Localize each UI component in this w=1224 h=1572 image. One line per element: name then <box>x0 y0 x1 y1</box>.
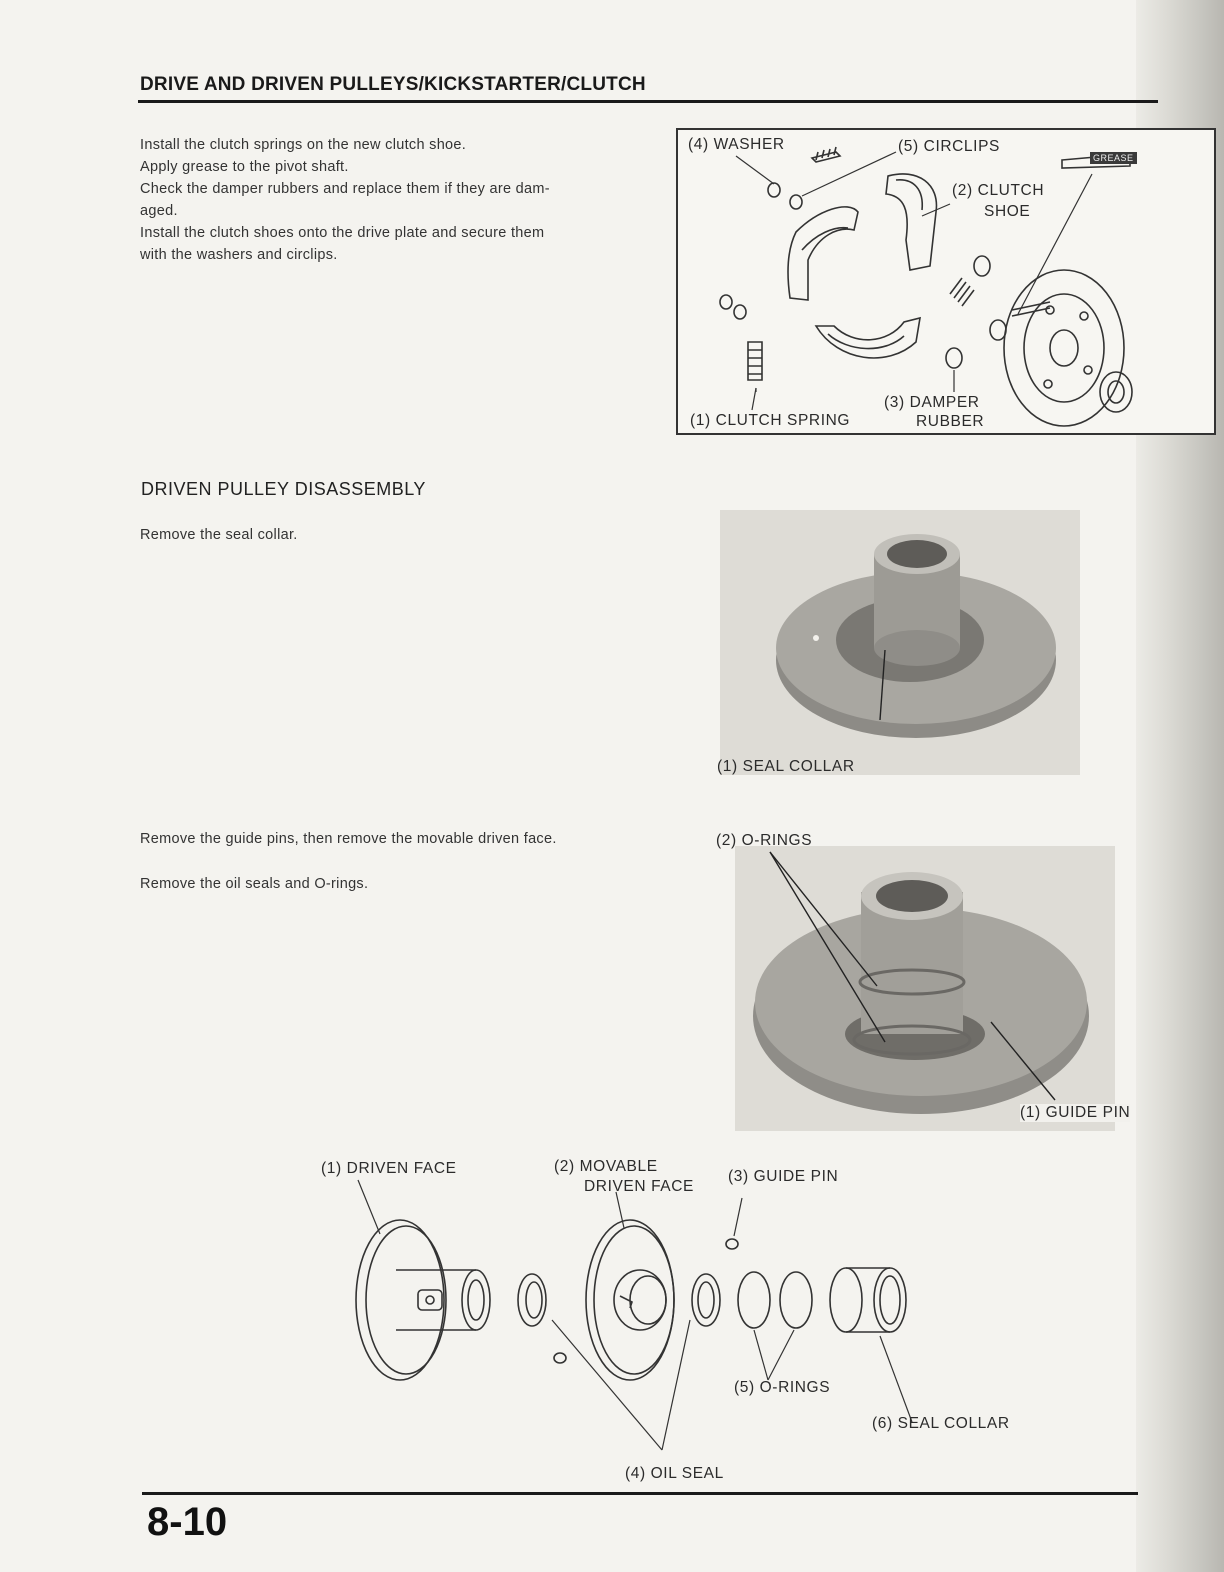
damper-rubber-label-line2: RUBBER <box>916 413 985 430</box>
clutch-shoe-label-line2: SHOE <box>984 203 1031 220</box>
grease-tag: GREASE <box>1090 152 1137 164</box>
clutch-shoe-label: (2) CLUTCH <box>952 182 1045 199</box>
clutch-spring-label: (1) CLUTCH SPRING <box>690 412 851 429</box>
instruction-line: Install the clutch springs on the new clutch shoe. <box>140 137 467 153</box>
movable-driven-face-label-line2: DRIVEN FACE <box>584 1178 694 1195</box>
clutch-assembly-figure <box>676 128 1216 435</box>
instruction-line: Check the damper rubbers and replace them if they are dam- <box>140 181 550 197</box>
damper-rubber-label: (3) DAMPER <box>884 394 980 411</box>
step1-text: Remove the seal collar. <box>140 527 298 543</box>
section-title: DRIVEN PULLEY DISASSEMBLY <box>141 479 426 499</box>
instruction-line: Install the clutch shoes onto the drive plate and secure them <box>140 225 545 241</box>
footer-rule <box>142 1492 1138 1495</box>
movable-driven-face-label: (2) MOVABLE <box>554 1158 658 1175</box>
guide-pin-photo-label: (1) GUIDE PIN <box>1020 1104 1131 1121</box>
circlips-label: (5) CIRCLIPS <box>898 138 1000 155</box>
step2-text-2: Remove the oil seals and O-rings. <box>140 876 369 892</box>
instruction-line: Apply grease to the pivot shaft. <box>140 159 349 175</box>
oring-guidepin-photo <box>735 846 1115 1131</box>
clutch-assembly-illustration <box>678 130 1214 433</box>
orings-label: (5) O-RINGS <box>734 1379 831 1396</box>
page-number: 8-10 <box>147 1500 228 1544</box>
page-title: DRIVE AND DRIVEN PULLEYS/KICKSTARTER/CLUTCH <box>140 74 646 95</box>
seal-collar-diagram-label: (6) SEAL COLLAR <box>872 1415 1010 1432</box>
instruction-line: with the washers and circlips. <box>140 247 338 263</box>
seal-collar-photo <box>720 510 1080 775</box>
intro-instructions <box>140 134 550 266</box>
washer-label: (4) WASHER <box>688 136 785 153</box>
seal-collar-label: (1) SEAL COLLAR <box>717 758 855 775</box>
instruction-line: aged. <box>140 203 178 219</box>
guide-pin-label: (3) GUIDE PIN <box>728 1168 839 1185</box>
title-rule <box>138 100 1158 103</box>
step2-text-1: Remove the guide pins, then remove the movable driven face. <box>140 831 557 847</box>
orings-photo-label: (2) O-RINGS <box>716 832 813 849</box>
oil-seal-label: (4) OIL SEAL <box>625 1465 724 1482</box>
driven-face-label: (1) DRIVEN FACE <box>321 1160 457 1177</box>
